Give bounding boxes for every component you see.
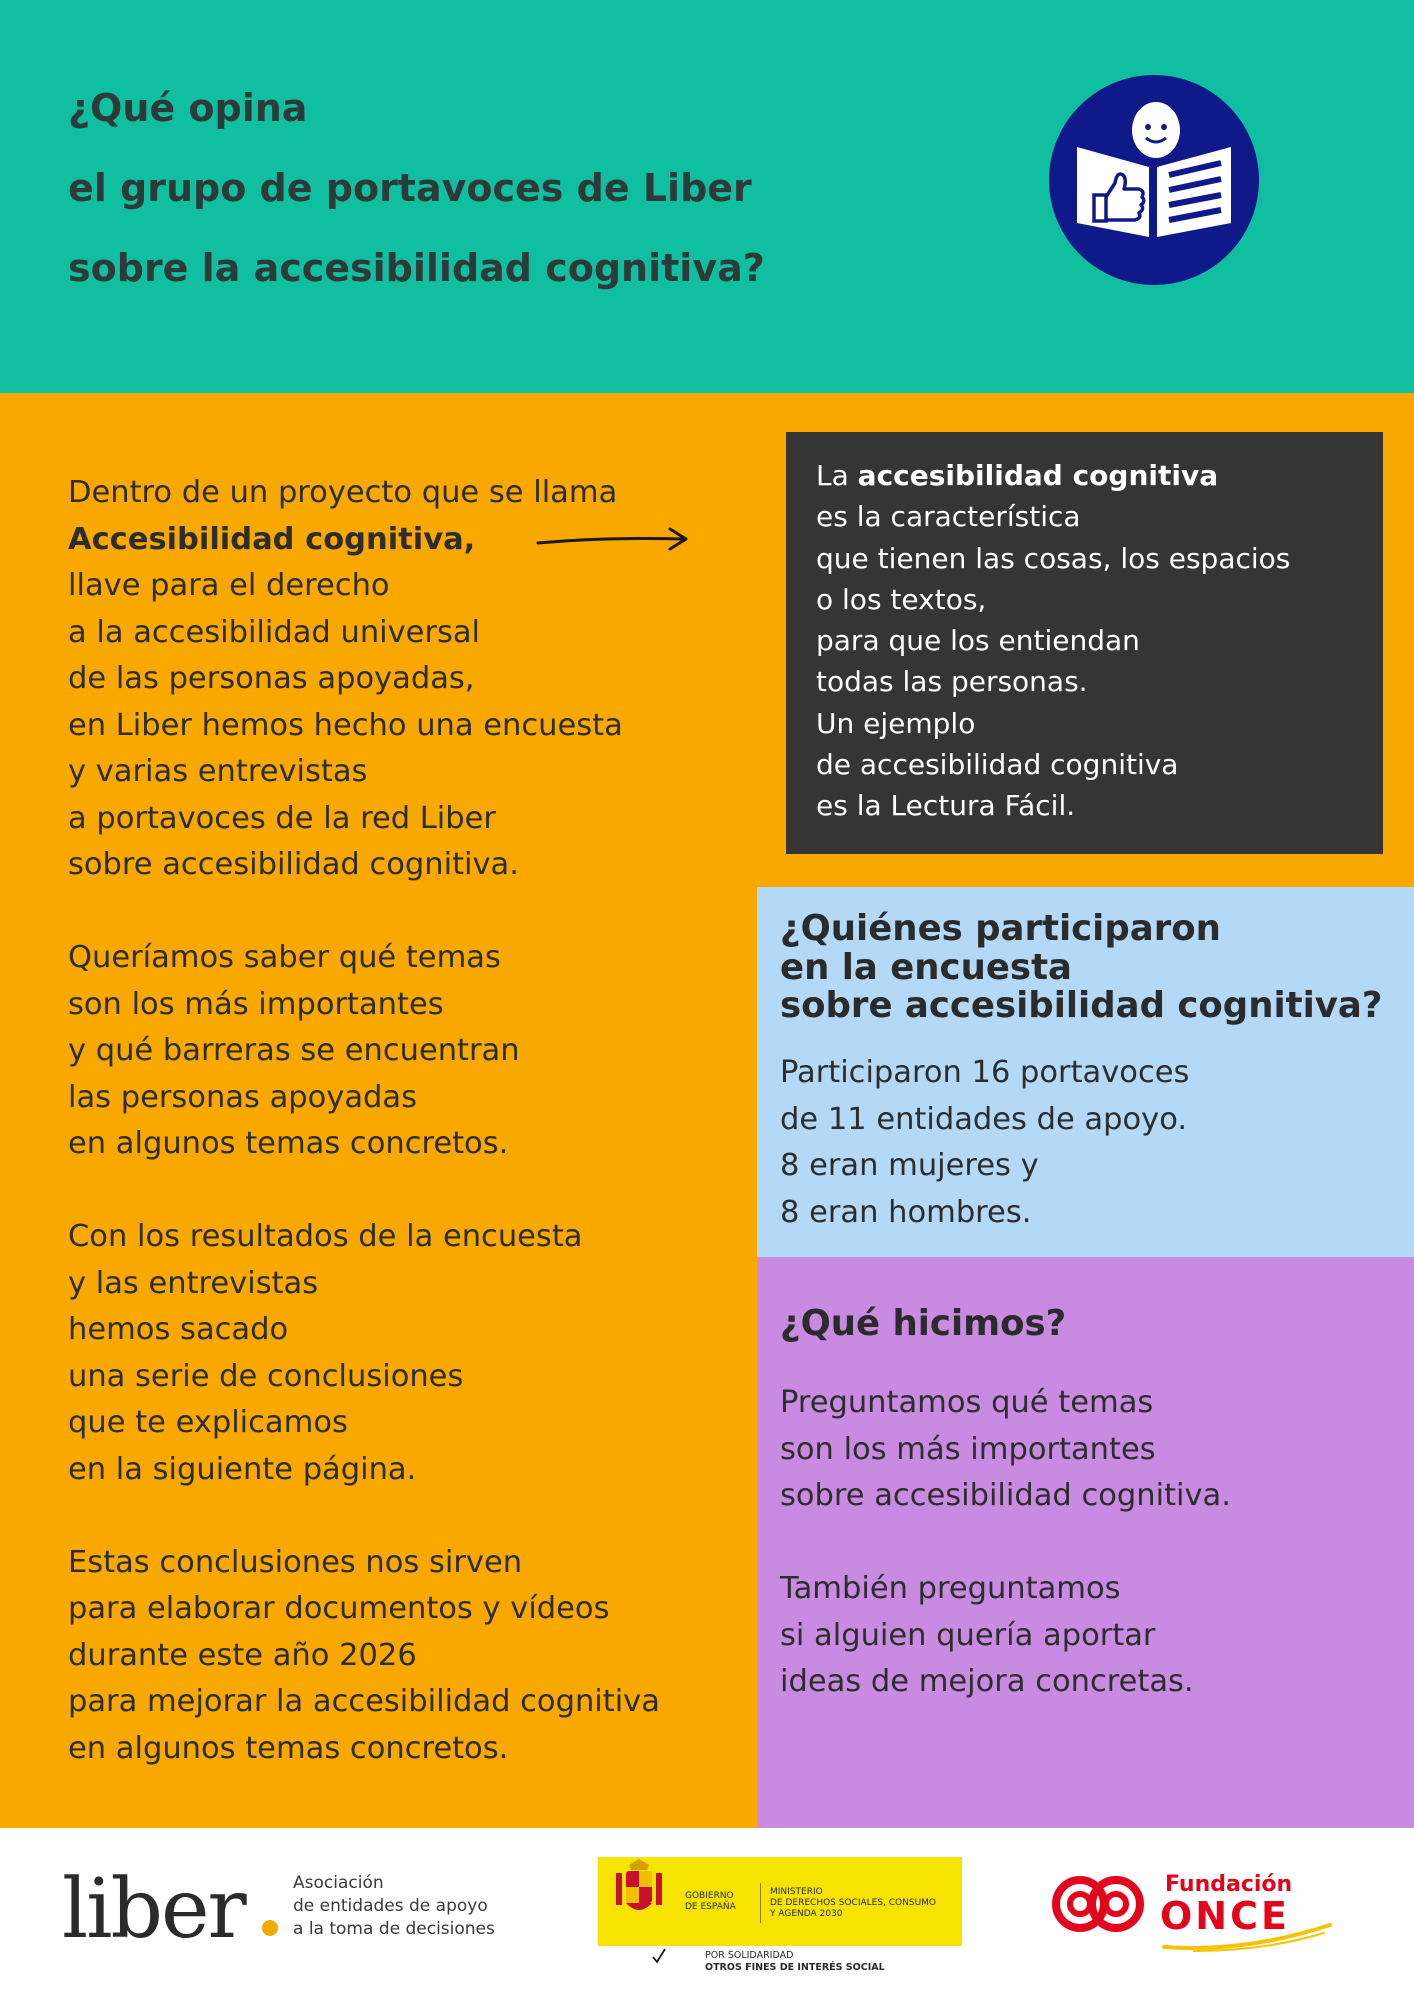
liber-logo: liber [62,1862,245,1957]
what-we-did-paragraph-2 [780,1566,1400,1706]
text-fragment: La [816,459,858,492]
what-we-did-heading: ¿Qué hicimos? [780,1303,1067,1344]
text-line: llave para el derecho [68,568,390,603]
text-line: son los más importantes [780,1431,1156,1467]
gobierno-label [685,1891,736,1913]
heading-line: ¿Quiénes participaron [780,908,1221,949]
text-line: a la accesibilidad universal [68,614,481,650]
text-line: y qué barreras se encuentran [68,1033,520,1068]
text-line: de entidades de apoyo [293,1896,488,1916]
once-wordmark: ONCE [1160,1894,1290,1938]
check-icon [652,1948,666,1964]
what-we-did-paragraph-1 [780,1380,1400,1520]
liber-subtitle [293,1872,495,1941]
text-line: en algunos temas concretos. [68,1126,509,1161]
text-line: y varias entrevistas [68,754,368,789]
text-line: GOBIERNO [685,1891,734,1901]
heading-line: sobre accesibilidad cognitiva? [780,985,1383,1026]
text-line: a portavoces de la red Liber [68,800,496,836]
heading-line: en la encuesta [780,946,1072,988]
page-title [68,68,928,308]
text-line: de accesibilidad cognitiva [816,748,1179,782]
text-line: sobre accesibilidad cognitiva. [780,1478,1231,1513]
participants-heading [780,910,1410,1026]
text-line: o los textos, [816,582,987,616]
text-line: 8 eran hombres. [780,1194,1032,1230]
text-line: a la toma de decisiones [293,1919,495,1939]
intro-paragraph-4 [68,1540,748,1773]
text-line: OTROS FINES DE INTERÉS SOCIAL [705,1962,885,1973]
text-line: que tienen las cosas, los espacios [816,541,1291,575]
what-we-did-text [780,1380,1400,1752]
text-line: Queríamos saber qué temas [68,940,501,975]
fundacion-once-label: Fundación [1165,1872,1293,1897]
divider [760,1883,761,1923]
text-line: para que los entiendan [816,624,1140,658]
title-line: sobre la accesibilidad cognitiva? [68,246,765,290]
text-line: es la Lectura Fácil. [816,789,1076,823]
text-line: 8 eran mujeres y [780,1148,1039,1183]
text-line: MINISTERIO [770,1887,823,1897]
definition-text [816,455,1376,827]
text-line: sobre accesibilidad cognitiva. [68,847,519,882]
text-line: en algunos temas concretos. [68,1730,509,1766]
text-line: Y AGENDA 2030 [770,1909,843,1919]
solidarity-label [705,1950,885,1974]
text-line: hemos sacado [68,1312,289,1347]
once-swoosh-icon [1154,1915,1334,1955]
text-line: ideas de mejora concretas. [780,1664,1194,1699]
text-line: Con los resultados de la encuesta [68,1219,583,1254]
text-line: es la característica [816,500,1081,534]
text-line: todas las personas. [816,665,1088,699]
text-line: También preguntamos [780,1571,1121,1606]
coat-of-arms-icon [598,1857,678,1946]
easy-read-icon-graphic [1049,75,1259,285]
text-line: en la siguiente página. [68,1451,417,1487]
text-line: para mejorar la accesibilidad cognitiva [68,1684,660,1719]
intro-text [68,470,748,1819]
text-line: Asociación [293,1873,384,1893]
text-line: en Liber hemos hecho una encuesta [68,707,623,743]
ministerio-label [770,1887,936,1920]
text-line: que te explicamos [68,1405,348,1440]
text-line [816,455,1376,496]
fundacion-once-symbol-icon [1050,1868,1150,1940]
project-name: Accesibilidad cognitiva, [68,521,476,557]
text-line: POR SOLIDARIDAD [705,1950,794,1961]
text-line: Estas conclusiones nos sirven [68,1544,523,1580]
text-line: son los más importantes [68,986,444,1022]
text-line: de 11 entidades de apoyo. [780,1101,1188,1137]
text-line: Un ejemplo [816,706,976,740]
text-line: de las personas apoyadas, [68,661,475,696]
easy-read-icon [1049,75,1259,285]
text-line: Preguntamos qué temas [780,1385,1154,1420]
title-line: el grupo de portavoces de Liber [68,166,752,210]
text-line: si alguien quería aportar [780,1617,1156,1653]
intro-paragraph-3 [68,1214,748,1493]
arrow-right-icon [536,525,692,555]
text-line: DE DERECHOS SOCIALES, CONSUMO [770,1898,937,1908]
participants-text [780,1050,1400,1236]
text-line: una serie de conclusiones [68,1358,464,1394]
intro-paragraph-2 [68,935,748,1168]
text-line: Participaron 16 portavoces [780,1055,1190,1090]
text-line: las personas apoyadas [68,1079,417,1115]
text-line: durante este año 2026 [68,1637,417,1673]
definition-term: accesibilidad cognitiva [857,459,1219,492]
text-line: para elaborar documentos y vídeos [68,1591,610,1626]
liber-logo-dot [262,1920,278,1936]
text-line: Dentro de un proyecto que se llama [68,475,618,510]
text-line: DE ESPAÑA [685,1902,736,1912]
text-line: y las entrevistas [68,1265,319,1301]
title-line: ¿Qué opina [68,86,308,130]
